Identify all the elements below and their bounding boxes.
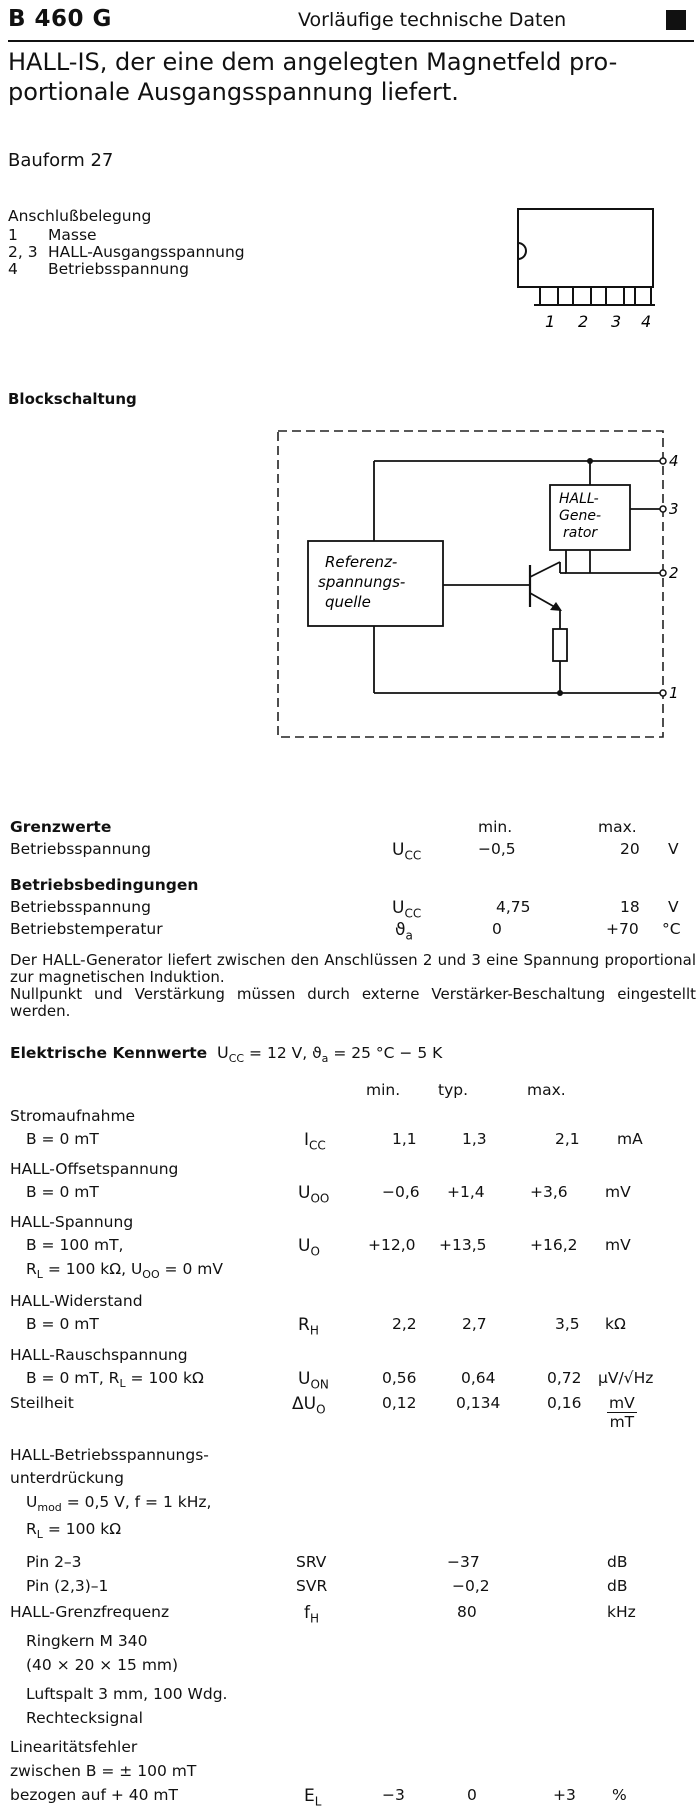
hall-l1: HALL- <box>559 491 599 507</box>
package-drawing <box>510 205 670 335</box>
limits-heading: Grenzwerte <box>10 818 112 836</box>
note-paragraph: Der HALL-Generator liefert zwischen den Anschlüssen 2 und 3 eine Spannung proportional zur magnetischen Induktion. <box>10 951 696 986</box>
diagram-pin-1: 1 <box>669 684 679 702</box>
pin-number: 2, 3 <box>8 243 38 261</box>
note-paragraph: Nullpunkt und Verstärkung müssen durch externe Verstärker-Beschaltung eingestellt werden. <box>10 985 696 1020</box>
title-line-1: HALL-IS, der eine dem angelegten Magnetfeld pro- <box>8 48 618 76</box>
ref-l2: spannungs- <box>318 573 406 591</box>
table-row: (40 × 20 × 15 mm) <box>26 1656 179 1674</box>
table-row: HALL-Widerstand <box>10 1292 143 1310</box>
block-heading: Blockschaltung <box>8 390 137 408</box>
table-row: HALL-Spannung <box>10 1213 134 1231</box>
table-row: Pin 2–3 SRV −37 dB <box>26 1553 628 1571</box>
package-pin-1: 1 <box>545 312 556 331</box>
table-row: B = 0 mT, $R_L = 100$ kΩ $U_{ON}$ 0,56 0,64 0,72 µV/√Hz <box>26 1369 654 1392</box>
hall-l3: rator <box>563 525 598 541</box>
pin-label: Betriebsspannung <box>48 260 189 278</box>
status-text: Vorläufige technische Daten <box>298 9 567 31</box>
operating-heading: Betriebsbedingungen <box>10 876 199 894</box>
table-row: Rechtecksignal <box>26 1709 143 1727</box>
col-typ-label: typ. <box>438 1081 469 1099</box>
package-pin-2: 2 <box>578 312 589 331</box>
table-row: $R_L = 100$ kΩ <box>26 1520 122 1542</box>
table-row: Steilheit $\Delta U_O$ 0,12 0,134 0,16 mV mT <box>10 1394 635 1431</box>
pin-number: 1 <box>8 226 18 244</box>
table-row: zwischen B = ± 100 mT <box>10 1762 197 1780</box>
col-min-label: min. <box>366 1081 401 1099</box>
table-row: HALL-Betriebsspannungs- <box>10 1446 209 1464</box>
package-pin-3: 3 <box>611 312 622 331</box>
pin-label: Masse <box>48 226 97 244</box>
table-row: B = 0 mT $R_H$ 2,2 2,7 3,5 kΩ <box>26 1315 626 1338</box>
pinout-heading: Anschlußbelegung <box>8 207 152 225</box>
table-row: bezogen auf + 40 mT $E_L$ −3 0 +3 % <box>10 1786 627 1809</box>
hall-l2: Gene- <box>559 508 601 524</box>
table-row: Ringkern M 340 <box>26 1632 148 1650</box>
block-diagram <box>270 425 690 745</box>
pin-number: 4 <box>8 260 18 278</box>
table-row: B = 0 mT $U_{OO}$ −0,6 +1,4 +3,6 mV <box>26 1183 631 1206</box>
resistor <box>553 629 567 661</box>
table-row: B = 100 mT, $U_O$ +12,0 +13,5 +16,2 mV <box>26 1236 631 1259</box>
table-row: Betriebstemperatur $ϑ_a$ 0 +70 °C <box>10 920 681 943</box>
bauform: Bauform 27 <box>8 150 114 171</box>
table-row: Linearitätsfehler <box>10 1738 138 1756</box>
black-square-mark <box>666 10 686 30</box>
title-line-2: portionale Ausgangsspannung liefert. <box>8 78 459 106</box>
table-row: Luftspalt 3 mm, 100 Wdg. <box>26 1685 228 1703</box>
col-max-label: max. <box>527 1081 566 1099</box>
ref-l1: Referenz- <box>325 553 398 571</box>
diagram-pin-4: 4 <box>669 452 679 470</box>
table-row: B = 0 mT $I_{CC}$ 1,1 1,3 2,1 mA <box>26 1130 643 1153</box>
table-row: $U_{mod} = 0,5$ V, f = 1 kHz, <box>26 1493 212 1515</box>
table-row: unterdrückung <box>10 1469 124 1487</box>
ref-l3: quelle <box>325 593 371 611</box>
electrical-heading-line: Elektrische Kennwerte $U_{CC} = 12$ V, $ϑ_a = 25$ °C − 5 K <box>10 1043 443 1066</box>
table-row: Pin (2,3)–1 SVR −0,2 dB <box>26 1577 628 1595</box>
table-row: HALL-Grenzfrequenz $f_H$ 80 kHz <box>10 1603 636 1626</box>
table-row: $R_L = 100$ kΩ, $U_{OO} = 0$ mV <box>26 1260 223 1282</box>
table-row: Stromaufnahme <box>10 1107 136 1125</box>
table-row: HALL-Offsetspannung <box>10 1160 179 1178</box>
table-row: HALL-Rauschspannung <box>10 1346 188 1364</box>
table-row: Betriebsspannung $U_{CC}$ −0,5 20 V <box>10 840 679 863</box>
diagram-pin-3: 3 <box>669 500 679 518</box>
part-number: B 460 G <box>8 6 112 32</box>
diagram-pin-2: 2 <box>669 564 679 582</box>
package-pin-4: 4 <box>641 312 652 331</box>
pin-label: HALL-Ausgangsspannung <box>48 243 245 261</box>
table-row: Betriebsspannung $U_{CC}$ 4,75 18 V <box>10 898 679 921</box>
limits-max-label: max. <box>598 818 637 836</box>
header-rule <box>8 40 694 42</box>
limits-min-label: min. <box>478 818 513 836</box>
